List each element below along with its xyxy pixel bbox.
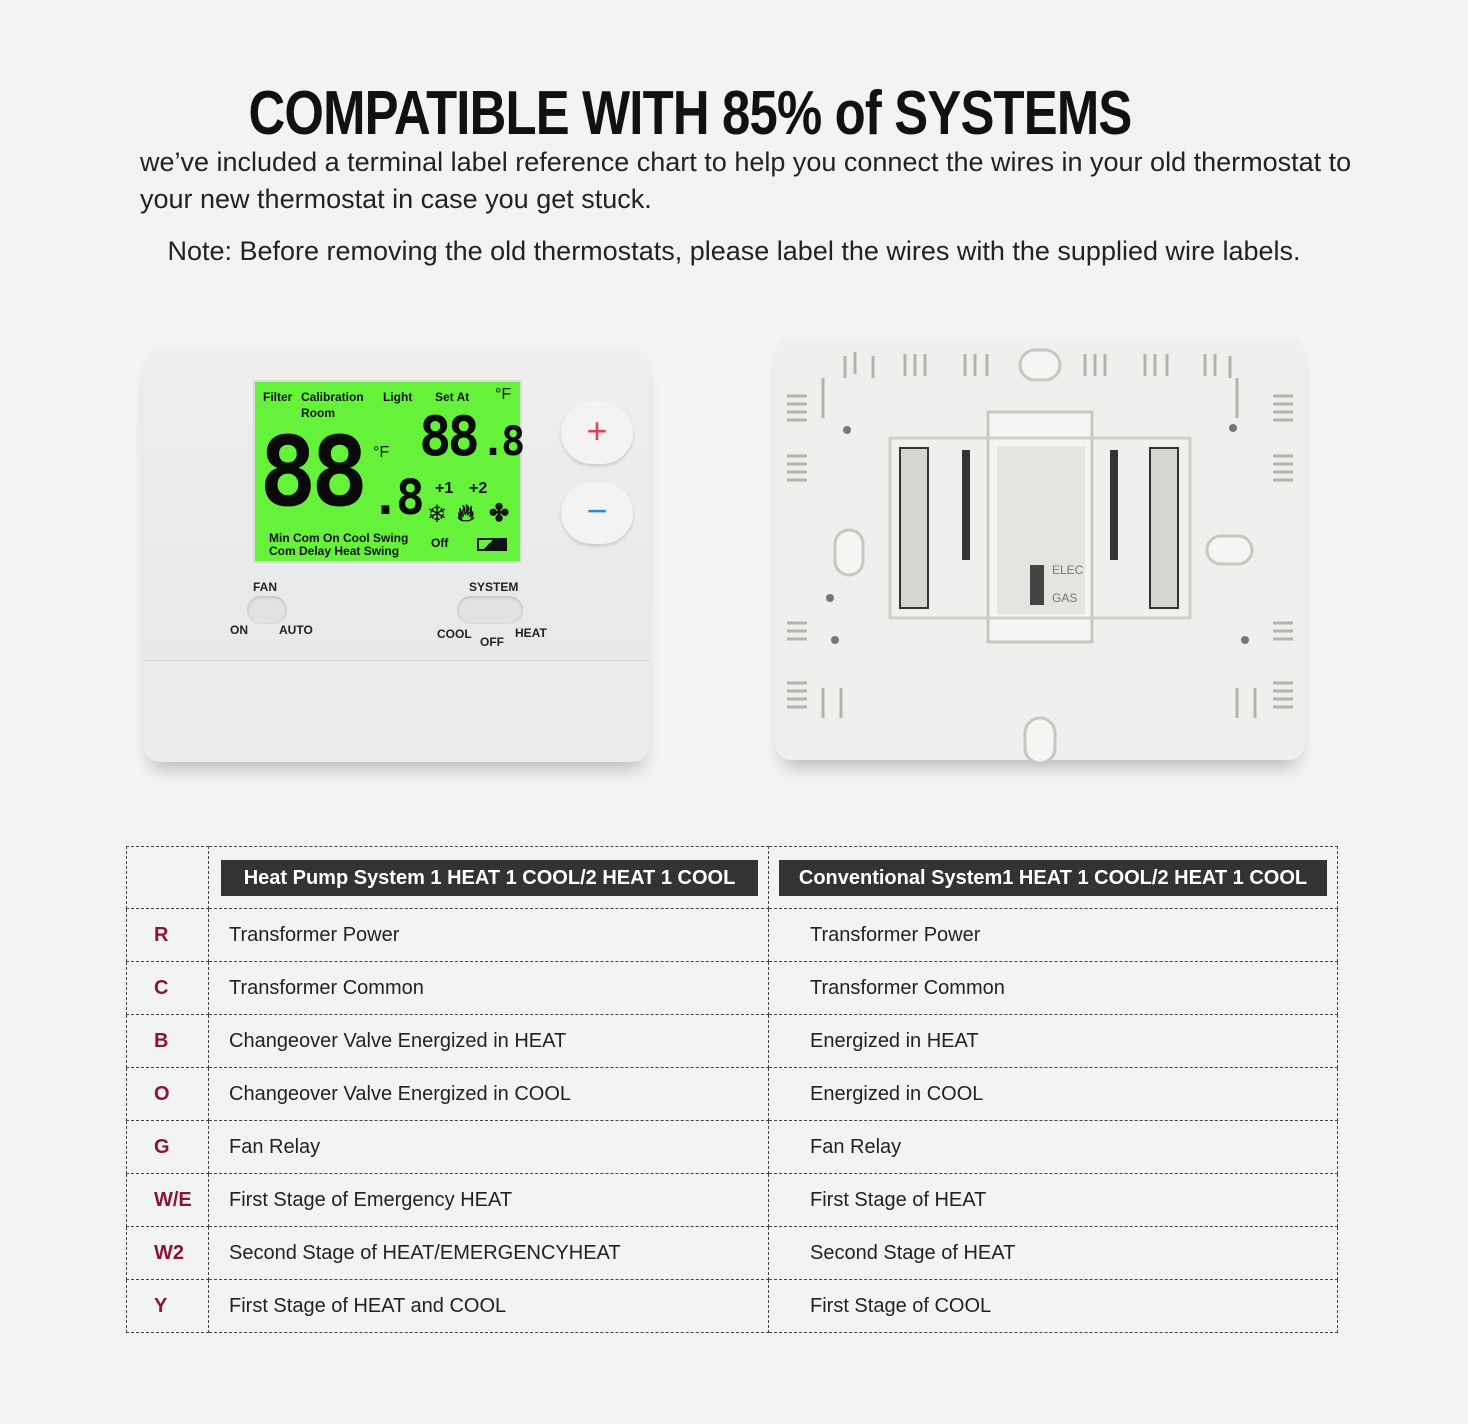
thermostat-lower-panel xyxy=(143,660,650,762)
system-heat-label: HEAT xyxy=(515,626,547,640)
terminal-label: C xyxy=(127,962,209,1015)
conventional-function: Transformer Power xyxy=(769,909,1338,962)
table-row xyxy=(127,1068,1338,1121)
table-row xyxy=(127,1121,1338,1174)
backplate-drawing xyxy=(775,338,1305,778)
lcd-set-at: Set At xyxy=(435,390,470,404)
system-label: SYSTEM xyxy=(469,580,519,594)
system-cool-label: COOL xyxy=(437,627,472,641)
thermostat-front xyxy=(143,347,650,762)
note-text: Note: Before removing the old thermostats, please label the wires with the supplied wire labels. xyxy=(167,236,1301,266)
fan-label: FAN xyxy=(253,580,277,594)
fan-switch[interactable] xyxy=(247,596,287,624)
lcd-room: Room xyxy=(301,406,335,420)
lcd-filter: Filter xyxy=(263,390,293,404)
lcd-room-decimal: .8 xyxy=(371,470,421,526)
conventional-function: Second Stage of HEAT xyxy=(769,1227,1338,1280)
fan-on-label: ON xyxy=(230,623,248,637)
table-row xyxy=(127,1280,1338,1333)
heat-pump-function: Transformer Power xyxy=(209,909,769,962)
lcd-stage2: +2 xyxy=(469,480,488,497)
lcd-mode-row2: Com Delay Heat Swing xyxy=(269,544,400,558)
heat-pump-function: First Stage of Emergency HEAT xyxy=(209,1174,769,1227)
lcd-light: Light xyxy=(383,390,413,404)
terminal-label: G xyxy=(127,1121,209,1174)
intro-text: we’ve included a terminal label reference chart to help you connect the wires in your old thermostat to your new thermostat in case you get stuck. xyxy=(140,147,1352,214)
lcd-room-temp: 88 xyxy=(259,416,363,528)
fan-auto-label: AUTO xyxy=(279,623,313,637)
system-off-label: OFF xyxy=(480,635,504,649)
lcd-mode-row1: Min Com On Cool Swing xyxy=(269,531,409,545)
flame-icon: 🔥︎ xyxy=(457,500,475,527)
conventional-function: First Stage of HEAT xyxy=(769,1174,1338,1227)
snowflake-icon: ❄ xyxy=(427,501,448,528)
lcd-unit-set: °F xyxy=(495,386,512,403)
lcd-calibration: Calibration xyxy=(301,390,364,404)
table-header-row xyxy=(127,847,1338,909)
heat-pump-function: Changeover Valve Energized in HEAT xyxy=(209,1015,769,1068)
terminal-label: Y xyxy=(127,1280,209,1333)
terminal-label: O xyxy=(127,1068,209,1121)
lcd-set-temp: 88 xyxy=(419,405,477,468)
lcd-stage1: +1 xyxy=(435,480,454,497)
heat-pump-function: Fan Relay xyxy=(209,1121,769,1174)
elec-label: ELEC xyxy=(1052,563,1084,577)
lcd-off: Off xyxy=(431,536,449,550)
thermostat-backplate xyxy=(775,338,1305,760)
lcd-display xyxy=(253,380,522,563)
battery-icon xyxy=(477,538,507,551)
gas-label: GAS xyxy=(1052,591,1078,605)
header-conventional: Conventional System1 HEAT 1 COOL/2 HEAT 1 COOL xyxy=(779,860,1327,896)
terminal-label: W/E xyxy=(127,1174,209,1227)
table-row xyxy=(127,1015,1338,1068)
conventional-function: First Stage of COOL xyxy=(769,1280,1338,1333)
terminal-label: W2 xyxy=(127,1227,209,1280)
lcd-unit-room: °F xyxy=(373,444,390,461)
header-empty-cell xyxy=(127,847,209,909)
table-row xyxy=(127,1174,1338,1227)
heat-pump-function: First Stage of HEAT and COOL xyxy=(209,1280,769,1333)
terminal-label: R xyxy=(127,909,209,962)
fan-icon: ✤ xyxy=(489,500,510,527)
header-heat-pump: Heat Pump System 1 HEAT 1 COOL/2 HEAT 1 COOL xyxy=(221,860,758,896)
heat-pump-function: Second Stage of HEAT/EMERGENCYHEAT xyxy=(209,1227,769,1280)
headline: COMPATIBLE WITH 85% of SYSTEMS xyxy=(248,79,1132,148)
conventional-function: Energized in COOL xyxy=(769,1068,1338,1121)
heat-pump-function: Changeover Valve Energized in COOL xyxy=(209,1068,769,1121)
table-row xyxy=(127,962,1338,1015)
terminal-label: B xyxy=(127,1015,209,1068)
lcd-set-decimal: .8 xyxy=(481,419,522,465)
table-row xyxy=(127,1227,1338,1280)
conventional-function: Energized in HEAT xyxy=(769,1015,1338,1068)
table-row xyxy=(127,909,1338,962)
conventional-function: Transformer Common xyxy=(769,962,1338,1015)
conventional-function: Fan Relay xyxy=(769,1121,1338,1174)
heat-pump-function: Transformer Common xyxy=(209,962,769,1015)
system-switch[interactable] xyxy=(457,596,523,624)
temp-up-button[interactable]: + xyxy=(561,402,633,464)
temp-down-button[interactable]: − xyxy=(561,482,633,544)
terminal-reference-table xyxy=(126,846,1338,1333)
